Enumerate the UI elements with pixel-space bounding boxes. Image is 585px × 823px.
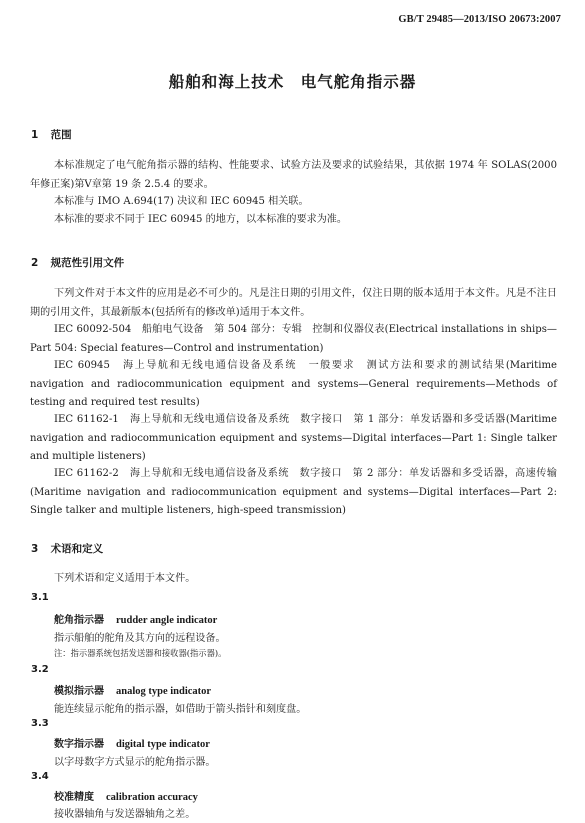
section-title: 术语和定义 [50,543,104,555]
term-english: calibration accuracy [106,792,198,803]
reference-item: IEC 61162-2 海上导航和无线电通信设备及系统 数字接口 第 2 部分：单发话器和多受话器，高速传输(Maritime navigation and radiocommunication equipment and systems—Digital interfaces—Part 2: Single talker and multiple listeners, high-speed transmission) [30,468,557,516]
document-title: 船舶和海上技术 电气舵角指示器 [168,73,417,91]
term-number: 3.2 [31,664,49,675]
section-1-heading [31,127,72,142]
term-note: 注：指示器系统包括发送器和接收器(指示器)。 [54,648,227,658]
scope-paragraph-2: 本标准与 IMO A.694(17) 决议和 IEC 60945 相关联。 [54,196,309,207]
term-chinese: 模拟指示器 [54,686,104,697]
term-heading [54,788,198,803]
term-number: 3.4 [31,771,49,782]
terms-intro: 下列术语和定义适用于本文件。 [54,573,196,584]
term-english: rudder angle indicator [116,615,218,626]
standard-number: GB/T 29485—2013/ISO 20673:2007 [398,14,561,25]
term-number: 3.3 [31,718,49,729]
scope-paragraph-1: 本标准规定了电气舵角指示器的结构、性能要求、试验方法及要求的试验结果，其依据 1974 年 SOLAS(2000 年修正案)第Ⅴ章第 19 条 2.5.4 的要求。 [30,160,557,190]
section-3-heading [31,541,103,556]
term-english: digital type indicator [116,739,210,750]
term-heading [54,682,211,697]
scope-paragraph-3: 本标准的要求不同于 IEC 60945 的地方，以本标准的要求为准。 [54,214,347,225]
term-chinese: 舵角指示器 [54,615,104,626]
term-definition: 接收器轴角与发送器轴角之差。 [54,809,196,820]
section-number: 3 [31,543,39,555]
term-heading [54,735,210,750]
section-2-heading [31,255,124,270]
references-intro: 下列文件对于本文件的应用是必不可少的。凡是注日期的引用文件，仅注日期的版本适用于本文件。凡是不注日期的引用文件，其最新版本(包括所有的修改单)适用于本文件。 [30,288,557,318]
term-english: analog type indicator [116,686,212,697]
term-definition: 以字母数字方式显示的舵角指示器。 [54,757,216,768]
term-heading [54,611,217,626]
section-title: 范围 [50,129,72,141]
term-definition: 能连续显示舵角的指示器，如借助于箭头指针和刻度盘。 [54,704,307,715]
term-definition: 指示船舶的舵角及其方向的远程设备。 [54,633,226,644]
reference-item: IEC 60092-504 船舶电气设备 第 504 部分：专辑 控制和仪器仪表(Electrical installations in ships—Part 504: Special features—Control and instrumentation) [30,324,557,354]
term-chinese: 数字指示器 [54,739,104,750]
term-number: 3.1 [31,592,49,603]
section-number: 1 [31,129,39,141]
reference-item: IEC 60945 海上导航和无线电通信设备及系统 一般要求 测试方法和要求的测试结果(Maritime navigation and radiocommunication equipment and systems—General requirements—Methods of testing and required test results) [30,360,557,408]
reference-item: IEC 61162-1 海上导航和无线电通信设备及系统 数字接口 第 1 部分：单发话器和多受话器(Maritime navigation and radiocommunication equipment and systems—Digital interfaces—Part 1: Single talker and multiple listeners) [30,414,557,462]
section-number: 2 [31,257,39,269]
section-title: 规范性引用文件 [50,257,125,269]
term-chinese: 校准精度 [54,792,94,803]
